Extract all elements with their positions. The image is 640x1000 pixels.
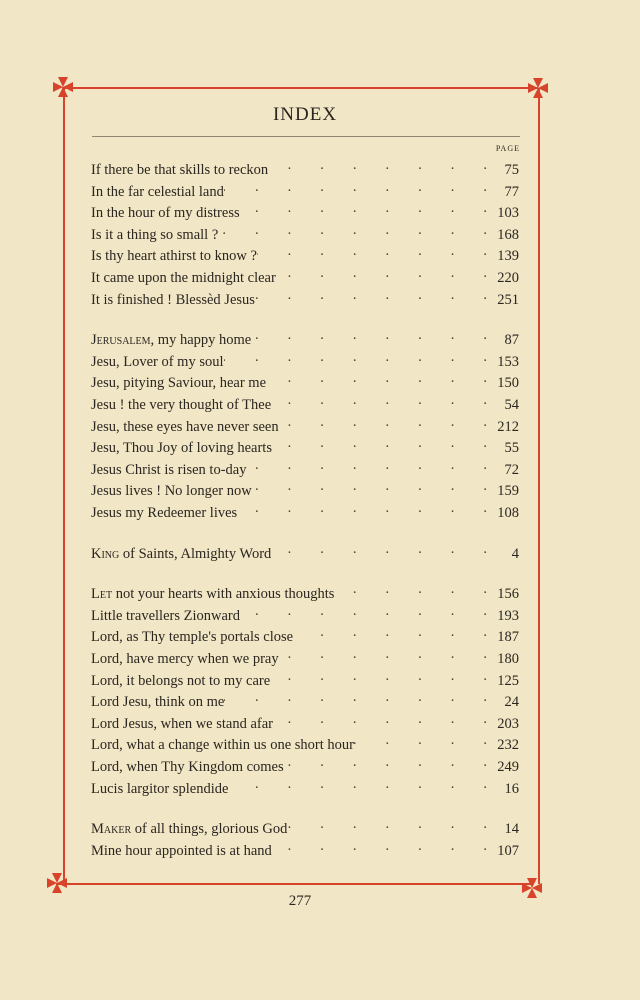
index-entry <box>91 816 519 836</box>
index-entry-title <box>91 162 268 179</box>
index-entry-title <box>91 354 224 371</box>
index-entry <box>91 200 519 220</box>
index-entry-text: In the hour of my distress <box>91 205 240 222</box>
index-entry-text: Jesu, these eyes have never seen <box>91 418 279 435</box>
dot-leader <box>273 711 493 728</box>
index-entry <box>91 689 519 709</box>
index-entry-page: 251 <box>497 291 519 308</box>
index-entry-page: 77 <box>504 183 519 200</box>
index-entry-text: Jesus Christ is risen to-day <box>91 461 247 478</box>
index-entry-title <box>91 205 240 222</box>
dot-leader <box>334 581 493 598</box>
index-entry-title <box>91 759 284 776</box>
index-entry-page: 14 <box>504 821 519 838</box>
index-entry-text: Jesus lives ! No longer now <box>91 483 252 500</box>
dot-leader <box>271 541 493 558</box>
dot-leader <box>224 689 493 706</box>
index-entry-title <box>91 651 279 668</box>
index-entry <box>91 668 519 688</box>
index-entry-page: 108 <box>497 505 519 521</box>
index-entry-title <box>91 483 252 500</box>
index-entry-page: 220 <box>497 270 519 286</box>
dot-leader <box>284 754 493 771</box>
index-entry-page: 72 <box>504 461 519 478</box>
index-entry <box>91 732 519 752</box>
index-entry <box>91 243 519 263</box>
index-entry-title <box>91 694 224 711</box>
index-entry <box>91 500 519 520</box>
index-entry-title <box>91 586 334 603</box>
index-entry-text: of Saints, Almighty Word <box>119 545 272 562</box>
index-entry-text: In the far celestial land <box>91 183 224 200</box>
index-entry <box>91 349 519 369</box>
index-entry-title <box>91 397 271 414</box>
index-entry-text: Jesu ! the very thought of Thee <box>91 397 272 413</box>
index-entry-page: 156 <box>497 586 519 603</box>
dot-leader <box>237 500 493 517</box>
index-entry-text: Lord, what a change within us one short hour <box>91 737 354 754</box>
index-entry-title <box>91 781 228 798</box>
dot-leader <box>266 370 493 387</box>
index-entry <box>91 603 519 623</box>
page-title: INDEX <box>272 104 338 125</box>
dot-leader <box>240 200 493 217</box>
index-entry-lead: Let <box>91 586 113 603</box>
index-entry-text: Jesus my Redeemer lives <box>91 505 238 521</box>
index-entry-page: 153 <box>497 353 519 370</box>
index-entry-page: 55 <box>504 440 519 457</box>
index-entry-text: Is thy heart athirst to know ? <box>91 248 257 265</box>
index-entry-text: Lord, when Thy Kingdom comes <box>91 759 284 775</box>
dot-leader <box>255 287 493 304</box>
page-column-header: PAGE <box>495 144 520 153</box>
index-entry-page: 107 <box>497 842 519 859</box>
index-entry-page: 232 <box>497 737 519 754</box>
index-entry-text: Is it a thing so small ? <box>91 226 219 243</box>
index-entry-page: 187 <box>497 629 519 646</box>
index-entry-page: 87 <box>504 332 519 349</box>
index-entry-page: 249 <box>497 759 519 775</box>
frame-left-line <box>63 87 65 883</box>
index-entry <box>91 222 519 242</box>
index-entry-page: 159 <box>497 483 519 500</box>
dot-leader <box>228 776 493 793</box>
index-entry-text: It came upon the midnight clear <box>91 270 276 286</box>
dot-leader <box>251 327 493 344</box>
index-entry-page: 193 <box>497 607 519 624</box>
index-entry-title <box>91 505 237 522</box>
index-entry <box>91 157 519 177</box>
index-entry <box>91 624 519 644</box>
index-entry-text: of all things, glorious God <box>131 821 288 838</box>
index-entry <box>91 414 519 434</box>
index-entry-page: 16 <box>504 780 519 797</box>
dot-leader <box>246 457 493 474</box>
index-entry-title <box>91 462 246 479</box>
index-entry-title <box>91 332 251 349</box>
dot-leader <box>270 668 493 685</box>
index-entry-lead: King <box>91 545 120 562</box>
index-entry-page: 180 <box>497 651 519 667</box>
index-entry-title <box>91 248 257 265</box>
index-entry-title <box>91 227 218 244</box>
index-entry-page: 24 <box>504 694 519 711</box>
dot-leader <box>252 478 493 495</box>
index-entry-page: 139 <box>497 248 519 265</box>
index-entry <box>91 838 519 858</box>
index-entry <box>91 776 519 796</box>
index-entry-text: Lucis largitor splendide <box>91 780 229 797</box>
index-entry-title <box>91 716 273 733</box>
index-entry <box>91 327 519 347</box>
index-entry-text: Lord, it belongs not to my care <box>91 672 271 689</box>
index-entry-page: 125 <box>497 672 519 689</box>
index-entry-text: If there be that skills to reckon <box>91 162 269 178</box>
index-entry-title <box>91 673 270 690</box>
index-entry-title <box>91 737 354 754</box>
dot-leader <box>287 816 493 833</box>
index-entry-title <box>91 843 272 860</box>
index-entry-title <box>91 419 279 436</box>
index-entry-text: Lord, as Thy temple's portals close <box>91 629 294 646</box>
index-entry-text: It is finished ! Blessèd Jesus <box>91 291 255 308</box>
index-entry <box>91 435 519 455</box>
index-entry-text: my happy home <box>154 332 252 349</box>
index-entry-title <box>91 821 287 838</box>
index-entry-page: 150 <box>497 375 519 392</box>
index-entry-text: not your hearts with anxious thoughts <box>112 586 335 603</box>
index-entry-page: 75 <box>504 162 519 178</box>
index-entry-title <box>91 546 271 563</box>
dot-leader <box>279 646 493 663</box>
index-entry-title <box>91 375 266 392</box>
dot-leader <box>268 157 493 174</box>
page-number: 277 <box>288 893 312 909</box>
index-entry <box>91 711 519 731</box>
dot-leader <box>272 838 493 855</box>
dot-leader <box>272 435 493 452</box>
index-entry-text: Mine hour appointed is at hand <box>91 842 272 859</box>
cross-pattee-icon <box>46 872 68 894</box>
dot-leader <box>224 179 493 196</box>
index-entry <box>91 541 519 561</box>
index-entry-page: 212 <box>497 418 519 435</box>
cross-pattee-icon <box>527 77 549 99</box>
index-entry-text: Jesu, pitying Saviour, hear me <box>91 375 266 392</box>
index-entry-title <box>91 629 293 646</box>
index-entry-text: Lord Jesus, when we stand afar <box>91 715 274 732</box>
index-entry <box>91 581 519 601</box>
index-entry <box>91 392 519 412</box>
index-entry <box>91 754 519 774</box>
frame-right-line <box>538 88 540 884</box>
index-entry-page: 54 <box>504 397 519 413</box>
index-entry <box>91 370 519 390</box>
index-entry-page: 168 <box>497 226 519 243</box>
dot-leader <box>271 392 493 409</box>
title-rule <box>92 136 520 137</box>
index-entry <box>91 287 519 307</box>
dot-leader <box>293 624 493 641</box>
cross-pattee-icon <box>52 76 74 98</box>
dot-leader <box>276 265 493 282</box>
index-entry-text: Little travellers Zionward <box>91 607 240 624</box>
frame-top-line <box>62 87 538 89</box>
index-entry-page: 203 <box>497 715 519 732</box>
index-entry-text: Jesu, Thou Joy of loving hearts <box>91 440 272 457</box>
frame-bottom-line <box>56 883 532 885</box>
index-entry <box>91 179 519 199</box>
dot-leader <box>257 243 493 260</box>
index-entry <box>91 457 519 477</box>
index-entry-page: 4 <box>511 545 519 562</box>
index-entry-title <box>91 608 240 625</box>
dot-leader <box>218 222 493 239</box>
index-entry <box>91 478 519 498</box>
dot-leader <box>240 603 493 620</box>
index-entry-lead: Jerusalem, <box>91 332 155 349</box>
index-entry-title <box>91 270 276 287</box>
index-entry-text: Jesu, Lover of my soul <box>91 353 224 370</box>
index-entry-lead: Maker <box>91 821 132 838</box>
index-entry-title <box>91 440 272 457</box>
index-entry <box>91 646 519 666</box>
dot-leader <box>224 349 494 366</box>
index-entry-title <box>91 292 255 309</box>
index-entry-title <box>91 184 224 201</box>
index-entry <box>91 265 519 285</box>
index-entry-text: Lord, have mercy when we pray <box>91 651 279 667</box>
dot-leader <box>354 732 493 749</box>
index-entry-text: Lord Jesu, think on me <box>91 694 225 711</box>
index-entry-page: 103 <box>497 205 519 222</box>
dot-leader <box>279 414 493 431</box>
